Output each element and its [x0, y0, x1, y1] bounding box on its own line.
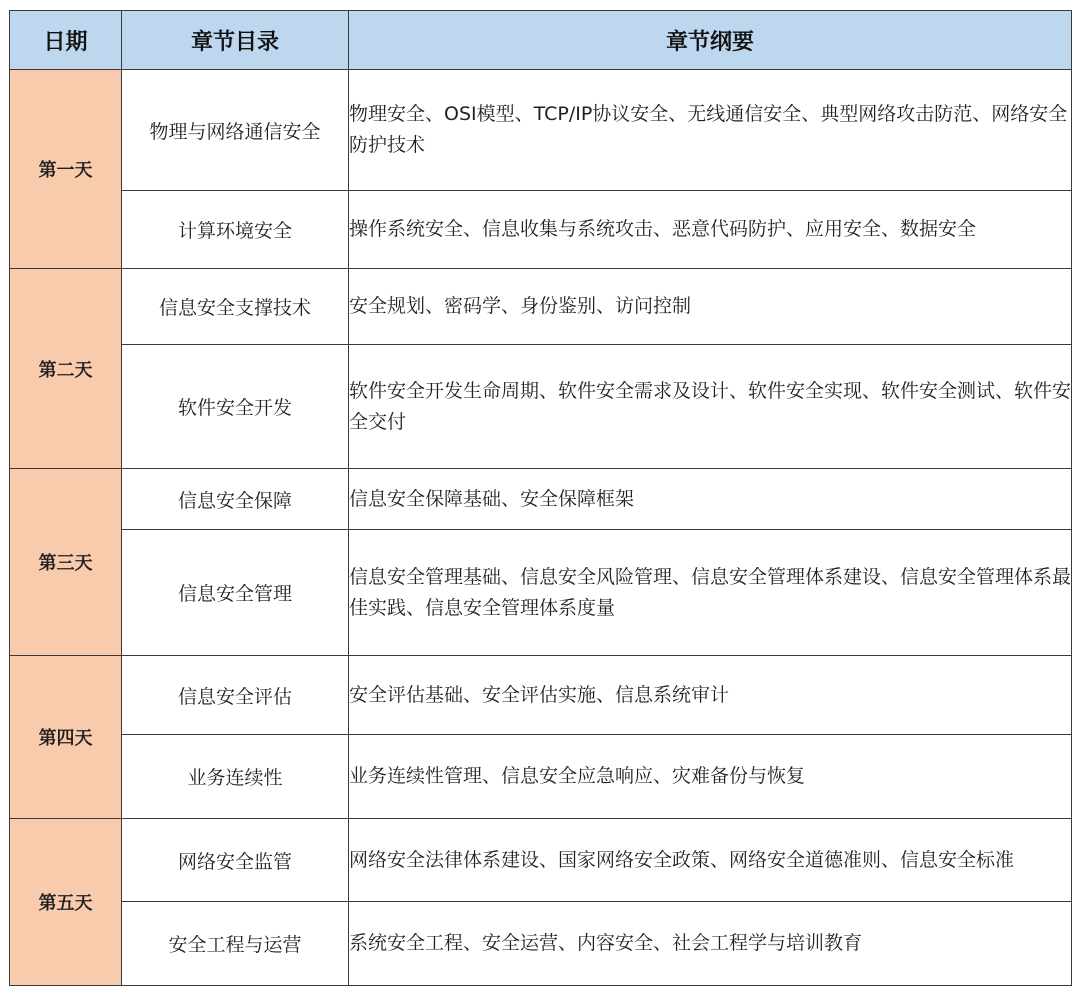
chapter-title: 信息安全保障: [122, 469, 349, 530]
chapter-title: 信息安全管理: [122, 530, 349, 656]
chapter-title: 网络安全监管: [122, 819, 349, 902]
chapter-title: 软件安全开发: [122, 345, 349, 469]
chapter-title: 业务连续性: [122, 735, 349, 819]
chapter-outline: 系统安全工程、安全运营、内容安全、社会工程学与培训教育: [349, 902, 1072, 986]
table-row: [10, 269, 1072, 345]
chapter-outline: 信息安全保障基础、安全保障框架: [349, 469, 1072, 530]
chapter-title: 信息安全评估: [122, 656, 349, 735]
chapter-outline: 软件安全开发生命周期、软件安全需求及设计、软件安全实现、软件安全测试、软件安全交付: [349, 345, 1072, 469]
day-label: 第五天: [10, 819, 122, 986]
chapter-outline: 业务连续性管理、信息安全应急响应、灾难备份与恢复: [349, 735, 1072, 819]
schedule-table-wrapper: [9, 10, 1072, 986]
table-row: [10, 735, 1072, 819]
course-schedule-table: [9, 10, 1072, 986]
table-row: [10, 656, 1072, 735]
table-row: [10, 469, 1072, 530]
table-row: [10, 902, 1072, 986]
table-row: [10, 191, 1072, 269]
header-outline: 章节纲要: [349, 11, 1072, 70]
chapter-outline: 安全规划、密码学、身份鉴别、访问控制: [349, 269, 1072, 345]
chapter-outline: 操作系统安全、信息收集与系统攻击、恶意代码防护、应用安全、数据安全: [349, 191, 1072, 269]
day-label: 第二天: [10, 269, 122, 469]
header-chapter: 章节目录: [122, 11, 349, 70]
chapter-outline: 信息安全管理基础、信息安全风险管理、信息安全管理体系建设、信息安全管理体系最佳实践、信息安全管理体系度量: [349, 530, 1072, 656]
chapter-title: 物理与网络通信安全: [122, 70, 349, 191]
day-label: 第三天: [10, 469, 122, 656]
chapter-title: 信息安全支撑技术: [122, 269, 349, 345]
table-row: [10, 819, 1072, 902]
chapter-title: 安全工程与运营: [122, 902, 349, 986]
day-label: 第一天: [10, 70, 122, 269]
chapter-outline: 网络安全法律体系建设、国家网络安全政策、网络安全道德准则、信息安全标准: [349, 819, 1072, 902]
table-header-row: [10, 11, 1072, 70]
table-row: [10, 345, 1072, 469]
chapter-outline: 物理安全、OSI模型、TCP/IP协议安全、无线通信安全、典型网络攻击防范、网络安全防护技术: [349, 70, 1072, 191]
header-date: 日期: [10, 11, 122, 70]
day-label: 第四天: [10, 656, 122, 819]
chapter-outline: 安全评估基础、安全评估实施、信息系统审计: [349, 656, 1072, 735]
table-row: [10, 70, 1072, 191]
table-row: [10, 530, 1072, 656]
chapter-title: 计算环境安全: [122, 191, 349, 269]
